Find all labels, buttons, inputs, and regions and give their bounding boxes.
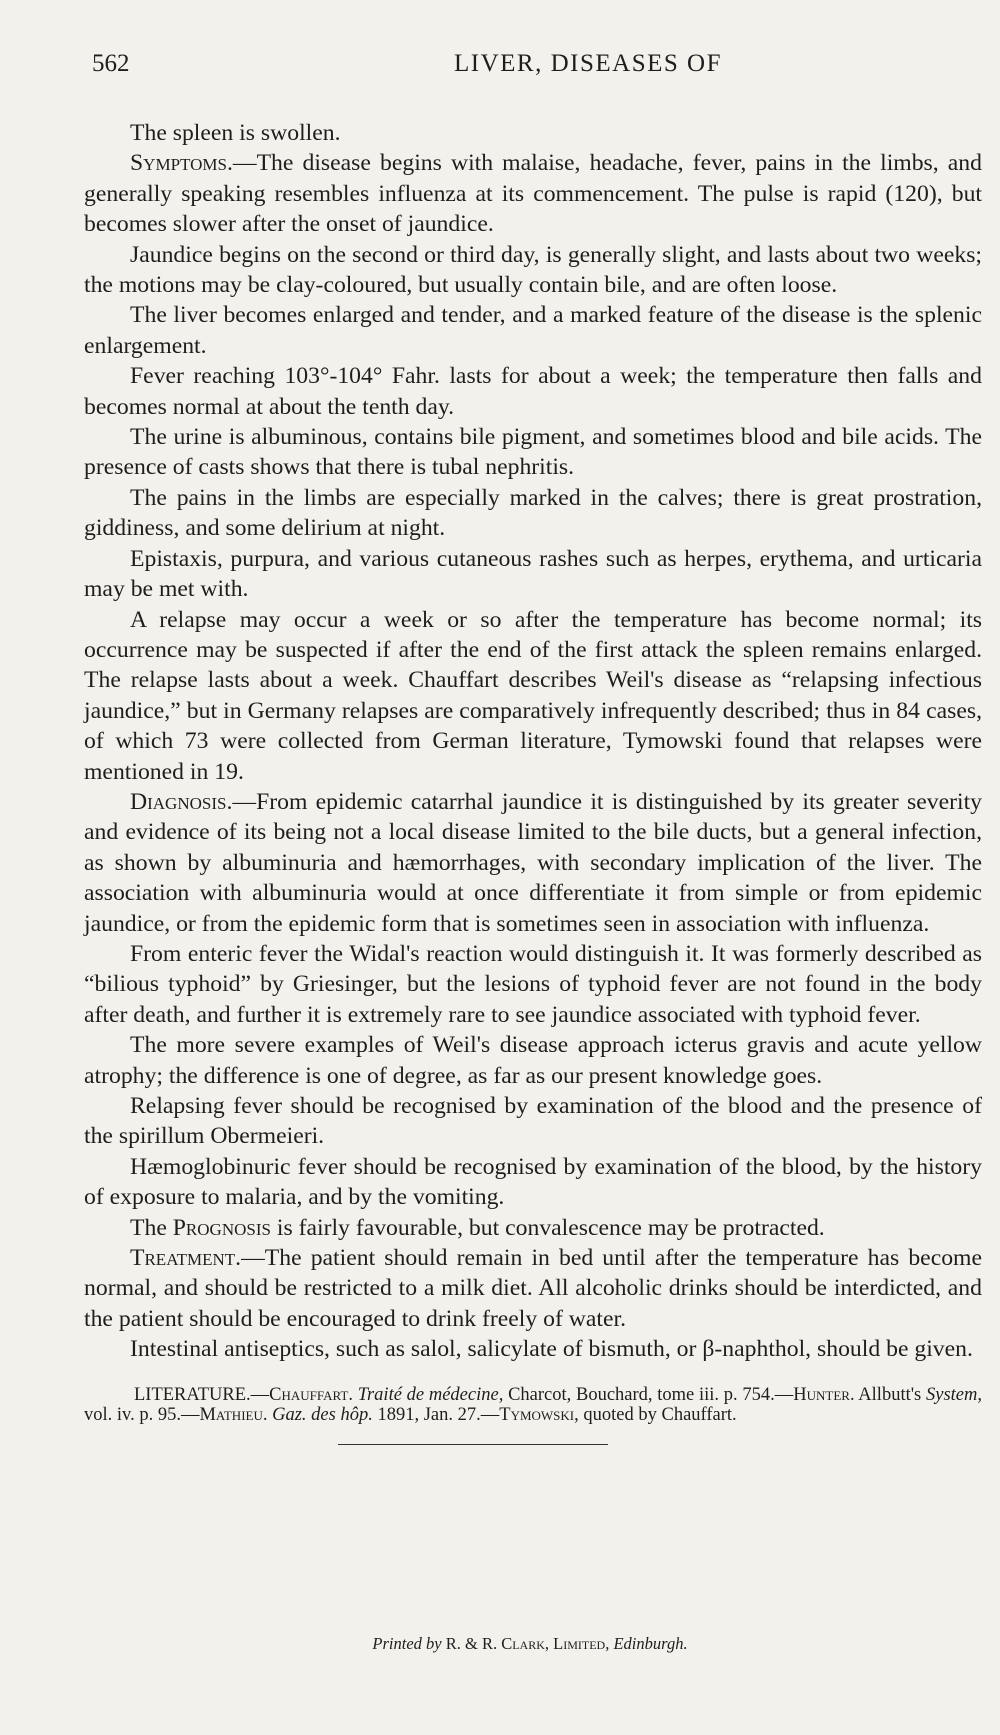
body-text bbox=[84, 118, 982, 1445]
section-lead: Symptoms. bbox=[130, 150, 233, 177]
paragraph-prognosis: The Prognosis is fairly favourable, but convalescence may be protracted. bbox=[130, 1214, 825, 1241]
paragraph: The urine is albuminous, contains bile pigment, and sometimes blood and bile acids. The presence of casts shows that there is tubal nephritis. bbox=[84, 424, 982, 481]
paragraph: Relapsing fever should be recognised by examination of the blood and the presence of the spirillum Obermeieri. bbox=[84, 1093, 982, 1150]
paragraph: The liver becomes enlarged and tender, and a marked feature of the disease is the splenic enlargement. bbox=[84, 302, 982, 359]
paragraph-symptoms: Symptoms.—The disease begins with malaise, headache, fever, pains in the limbs, and generally speaking resembles influenza at its commencement. The pulse is rapid (120), but becomes slower after the onset of jaundice. bbox=[84, 150, 982, 238]
section-lead: Prognosis bbox=[172, 1214, 271, 1241]
page-number: 562 bbox=[92, 50, 130, 77]
divider-rule bbox=[338, 1444, 608, 1445]
literature-label: LITERATURE. bbox=[134, 1384, 251, 1405]
paragraph-treatment: Treatment.—The patient should remain in bed until after the temperature has become normal, and should be restricted to a milk diet. All alcoholic drinks should be interdicted, and the patient should be encouraged to drink freely of water. bbox=[84, 1245, 982, 1332]
paragraph: Jaundice begins on the second or third day, is generally slight, and lasts about two weeks; the motions may be clay-coloured, but usually contain bile, and are often loose. bbox=[84, 241, 982, 299]
literature-references: LITERATURE.—Chauffart. Traité de médecine, Charcot, Bouchard, tome iii. p. 754.—Hunter. Allbutt's System, vol. iv. p. 95.—Mathieu. Gaz. des hôp. 1891, Jan. 27.—Tymowski, quoted by Chauffart. bbox=[84, 1384, 982, 1426]
paragraph: A relapse may occur a week or so after the temperature has become normal; its occurrence may be suspected if after the end of the first attack the spleen remains enlarged. The relapse lasts about a week. Chauffart describes Weil's disease as “relapsing infectious jaundice,” but in Germany relapses are comparatively infrequently described; thus in 84 cases, of which 73 were collected from German literature, Tymowski found that relapses were mentioned in 19. bbox=[84, 606, 982, 785]
page-header bbox=[92, 50, 964, 90]
paragraph: The spleen is swollen. bbox=[130, 120, 341, 146]
paragraph: Intestinal antiseptics, such as salol, salicylate of bismuth, or β-naphthol, should be given. bbox=[130, 1336, 973, 1363]
paragraph-diagnosis: Diagnosis.—From epidemic catarrhal jaundice it is distinguished by its greater severity and evidence of its being not a local disease limited to the bile ducts, but a general infection, as shown by albuminuria and hæmorrhages, with secondary implication of the liver. The association with albuminuria would at once differentiate it from simple or from epidemic jaundice, or from the epidemic form that is sometimes seen in association with influenza. bbox=[84, 788, 982, 937]
paragraph: The pains in the limbs are especially marked in the calves; there is great prostration, giddiness, and some delirium at night. bbox=[84, 484, 982, 542]
paragraph: Hæmoglobinuric fever should be recognised by examination of the blood, by the history of exposure to malaria, and by the vomiting. bbox=[84, 1153, 982, 1211]
paragraph: The more severe examples of Weil's disease approach icterus gravis and acute yellow atrophy; the difference is one of degree, as far as our present knowledge goes. bbox=[84, 1032, 982, 1089]
section-lead: Diagnosis. bbox=[130, 788, 233, 815]
paragraph: Epistaxis, purpura, and various cutaneous rashes such as herpes, erythema, and urticaria may be met with. bbox=[84, 545, 982, 603]
paragraph: Fever reaching 103°-104° Fahr. lasts for about a week; the temperature then falls and becomes normal at about the tenth day. bbox=[84, 363, 982, 420]
paragraph: From enteric fever the Widal's reaction would distinguish it. It was formerly described as “bilious typhoid” by Griesinger, but the lesions of typhoid fever are not found in the body after death, and further it is extremely rare to see jaundice associated with typhoid fever. bbox=[84, 940, 982, 1028]
running-head: LIVER, DISEASES OF bbox=[454, 50, 722, 77]
section-lead: Treatment. bbox=[130, 1245, 242, 1272]
printer-imprint: Printed by R. & R. Clark, Limited, Edinburgh. bbox=[372, 1634, 688, 1653]
